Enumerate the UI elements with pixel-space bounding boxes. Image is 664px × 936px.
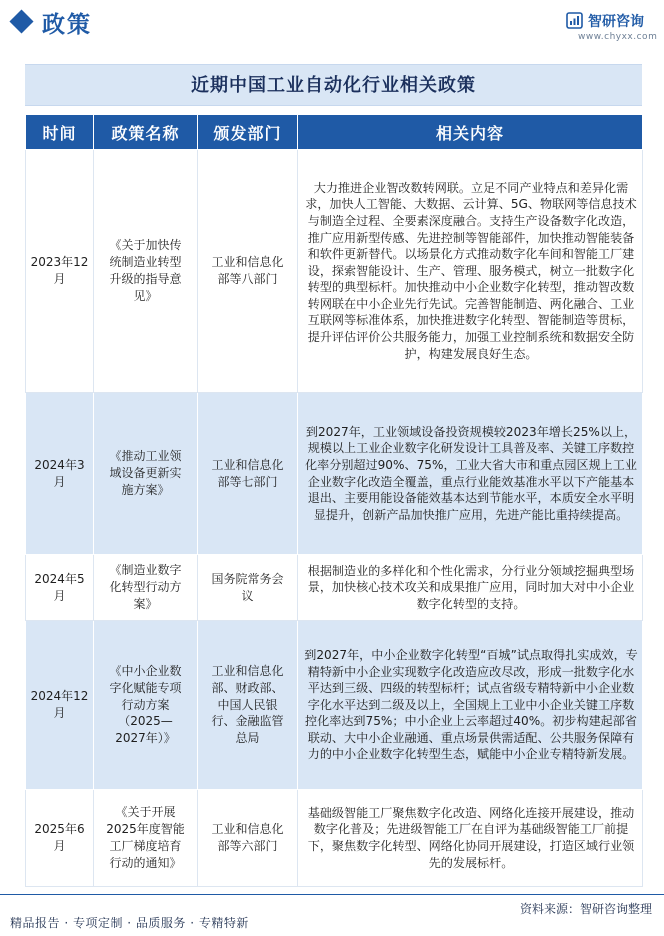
brand-url: www.chyxx.com <box>578 32 658 42</box>
cell-policy: 《关于开展2025年度智能工厂梯度培育行动的通知》 <box>94 790 198 887</box>
cell-policy: 《关于加快传统制造业转型升级的指导意见》 <box>94 150 198 393</box>
cell-content: 到2027年，工业领域设备投资规模较2023年增长25%以上，规模以上工业企业数字化研发设计工具普及率、关键工序数控化率分别超过90%、75%，工业大省大市和重点园区规上工业企业数字化改造全覆盖，重点行业能效基准水平以下产能基本退出、主要用能设备能效基本达到节能水平，本质安全水平明显提升，创新产品加快推广应用，先进产能比重持续提高。 <box>298 393 643 555</box>
brand-name: 智研咨询 <box>588 14 644 30</box>
cell-policy: 《制造业数字化转型行动方案》 <box>94 555 198 621</box>
column-header-time: 时间 <box>26 115 94 150</box>
cell-content: 根据制造业的多样化和个性化需求，分行业分领域挖掘典型场景，加快核心技术攻关和成果推广应用，同时加大对中小企业数字化转型的支持。 <box>298 555 643 621</box>
footer-divider <box>0 894 664 895</box>
cell-content: 大力推进企业智改数转网联。立足不同产业特点和差异化需求，加快人工智能、大数据、云计算、5G、物联网等信息技术与制造全过程、全要素深度融合。支持生产设备数字化改造，推广应用新型传感、先进控制等智能部件，加快推动智能装备和软件更新替代。以场景化方式推动数字化车间和智能工厂建设，探索智能设计、生产、管理、服务模式，树立一批数字化转型的典型标杆。加快推动中小企业数字化转型，推动智改数转网联在中小企业先行先试。完善智能制造、两化融合、工业互联网等标准体系，加快推进数字化转型、智能制造等贯标，提升评估评价公共服务能力，加强工业控制系统和数据安全防护，构建发展良好生态。 <box>298 150 643 393</box>
source-note: 资料来源：智研咨询整理 <box>519 902 652 916</box>
cell-time: 2024年5月 <box>26 555 94 621</box>
cell-policy: 《推动工业领域设备更新实施方案》 <box>94 393 198 555</box>
column-header-policy: 政策名称 <box>94 115 198 150</box>
cell-department: 工业和信息化部等六部门 <box>198 790 298 887</box>
table-row <box>26 555 643 621</box>
cell-department: 工业和信息化部等八部门 <box>198 150 298 393</box>
table-row <box>26 621 643 790</box>
section-title: 政策 <box>42 11 92 38</box>
cell-department: 工业和信息化部、财政部、中国人民银行、金融监管总局 <box>198 621 298 790</box>
table-row <box>26 150 643 393</box>
cell-department: 国务院常务会议 <box>198 555 298 621</box>
cell-content: 到2027年，中小企业数字化转型“百城”试点取得扎实成效，专精特新中小企业实现数字化改造应改尽改，形成一批数字化水平达到三级、四级的转型标杆；试点省级专精特新中小企业数字化水平达到二级及以上，全国规上工业中小企业关键工序数控化率达到75%；中小企业上云率超过40%。初步构建起部省联动、大中小企业融通、重点场景供需适配、公共服务保障有力的中小企业数字化转型生态，赋能中小企业专精特新发展。 <box>298 621 643 790</box>
diamond-bullet-icon <box>9 9 33 33</box>
table-row <box>26 790 643 887</box>
table-row <box>26 393 643 555</box>
brand-logo-icon <box>566 12 583 29</box>
cell-department: 工业和信息化部等七部门 <box>198 393 298 555</box>
cell-content: 基础级智能工厂聚焦数字化改造、网络化连接开展建设，推动数字化普及；先进级智能工厂在自评为基础级智能工厂前提下，聚焦数字化转型、网络化协同开展建设，打造区域行业领先的发展标杆。 <box>298 790 643 887</box>
cell-time: 2025年6月 <box>26 790 94 887</box>
policy-table <box>25 114 643 887</box>
cell-policy: 《中小企业数字化赋能专项行动方案（2025—2027年）》 <box>94 621 198 790</box>
column-header-content: 相关内容 <box>298 115 643 150</box>
column-header-department: 颁发部门 <box>198 115 298 150</box>
page-header <box>0 0 664 52</box>
table-header-row <box>26 115 643 150</box>
cell-time: 2024年12月 <box>26 621 94 790</box>
cell-time: 2023年12月 <box>26 150 94 393</box>
table-title: 近期中国工业自动化行业相关政策 <box>25 64 642 106</box>
footer-slogan: 精品报告 · 专项定制 · 品质服务 · 专精特新 <box>10 916 249 930</box>
cell-time: 2024年3月 <box>26 393 94 555</box>
